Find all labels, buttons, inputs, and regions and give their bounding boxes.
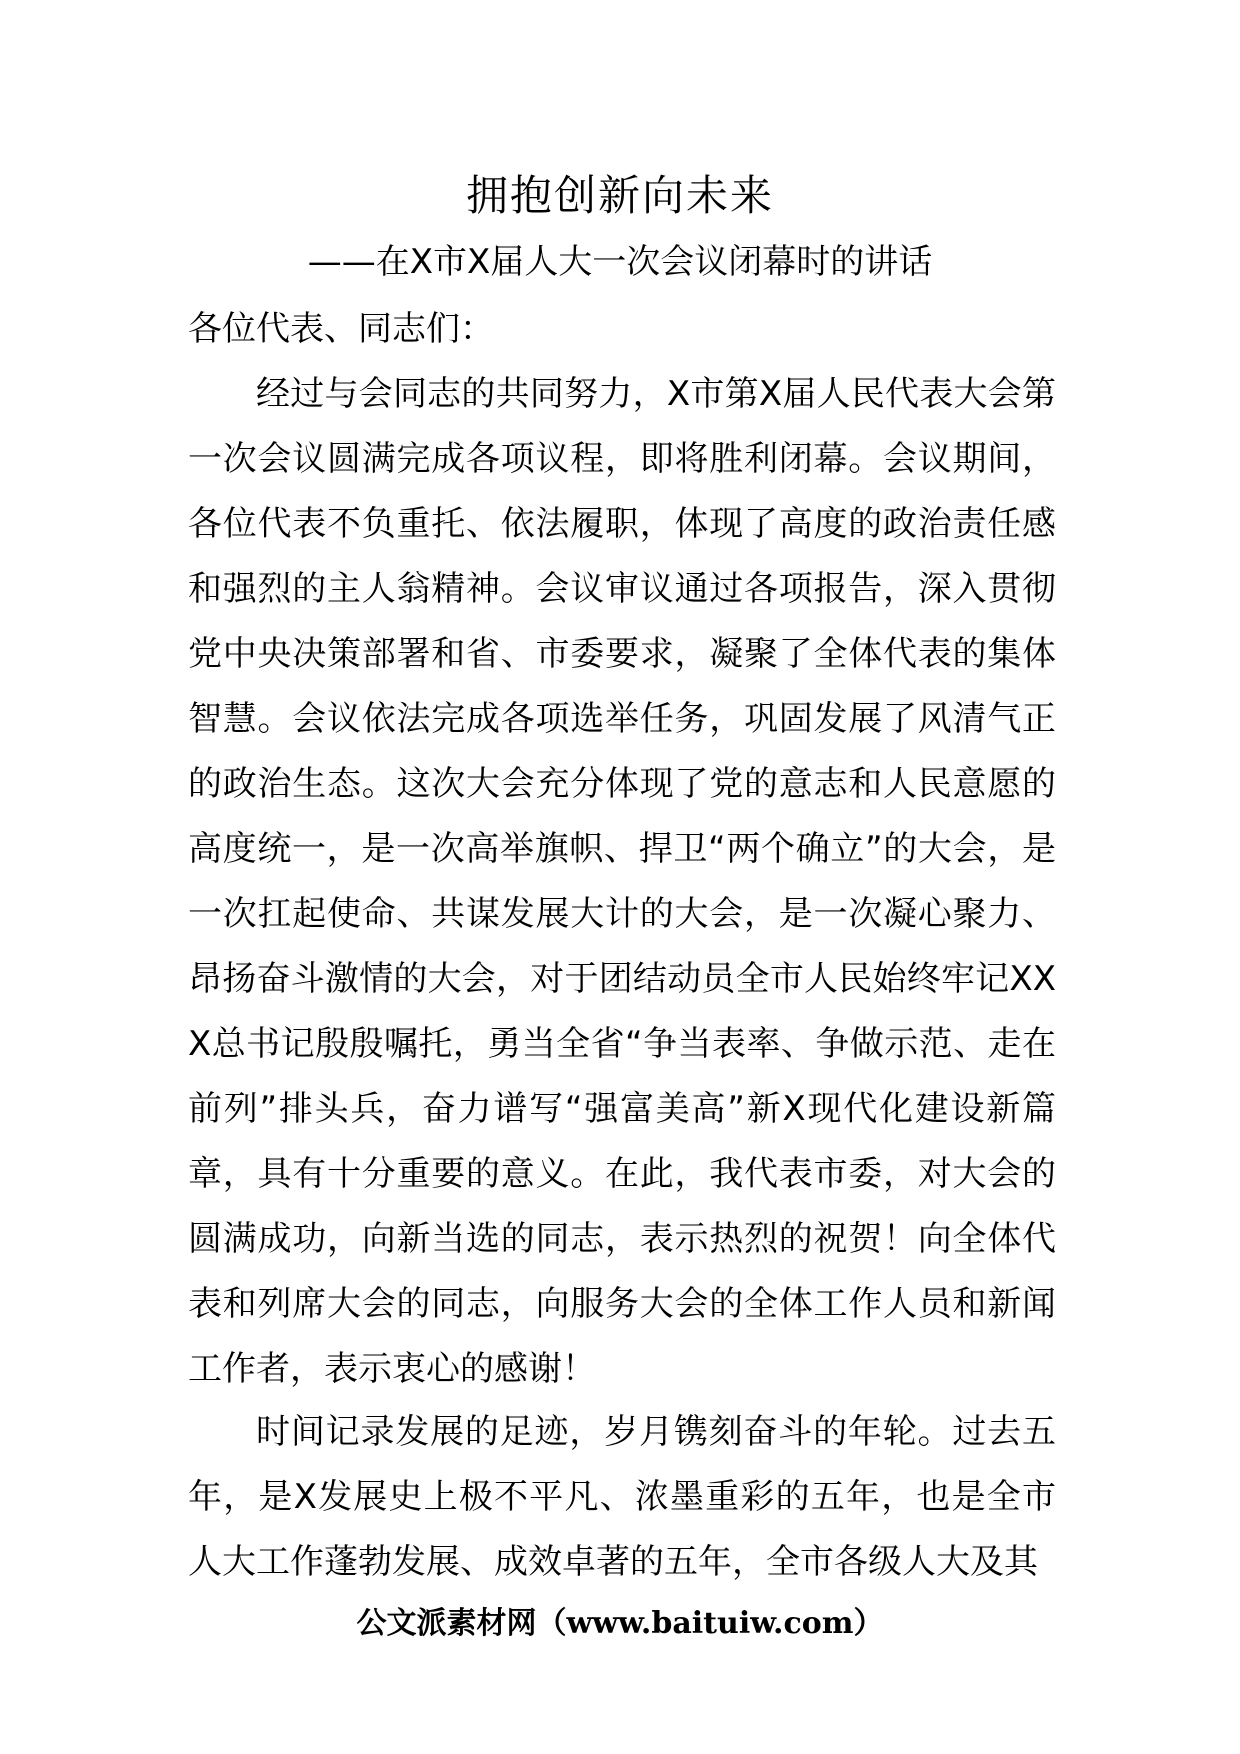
document-title: 拥抱创新向未来 — [465, 171, 774, 220]
document-subtitle: ——在X市X届人大一次会议闭幕时的讲话 — [307, 242, 933, 282]
body-paragraph: 经过与会同志的共同努力，X市第X届人民代表大会第一次会议圆满完成各项议程，即将胜利闭幕。会议期间，各位代表不负重托、依法履职，体现了高度的政治责任感和强烈的主人翁精神。会议审议通过各项报告，深入贯彻党中央决策部署和省、市委要求，凝聚了全体代表的集体智慧。会议依法完成各项选举任务，巩固发展了风清气正的政治生态。这次大会充分体现了党的意志和人民意愿的高度统一，是一次高举旗帜、捍卫“两个确立”的大会，是一次扛起使命、共谋发展大计的大会，是一次凝心聚力、昂扬奋斗激情的大会，对于团结动员全市人民始终牢记XXX总书记殷殷嘱托，勇当全省“争当表率、争做示范、走在前列”排头兵，奋力谱写“强富美高”新X现代化建设新篇章，具有十分重要的意义。在此，我代表市委，对大会的圆满成功，向新当选的同志，表示热烈的祝贺！向全体代表和列席大会的同志，向服务大会的全体工作人员和新闻工作者，表示衷心的感谢！ — [188, 374, 1056, 1389]
body-paragraph: 时间记录发展的足迹，岁月镌刻奋斗的年轮。过去五年，是X发展史上极不平凡、浓墨重彩的五年，也是全市人大工作蓬勃发展、成效卓著的五年，全市各级人大及其 — [188, 1412, 1056, 1582]
footer-watermark-text: 公文派素材网（www.baituiw.com） — [356, 1606, 884, 1641]
salutation: 各位代表、同志们： — [188, 309, 494, 349]
